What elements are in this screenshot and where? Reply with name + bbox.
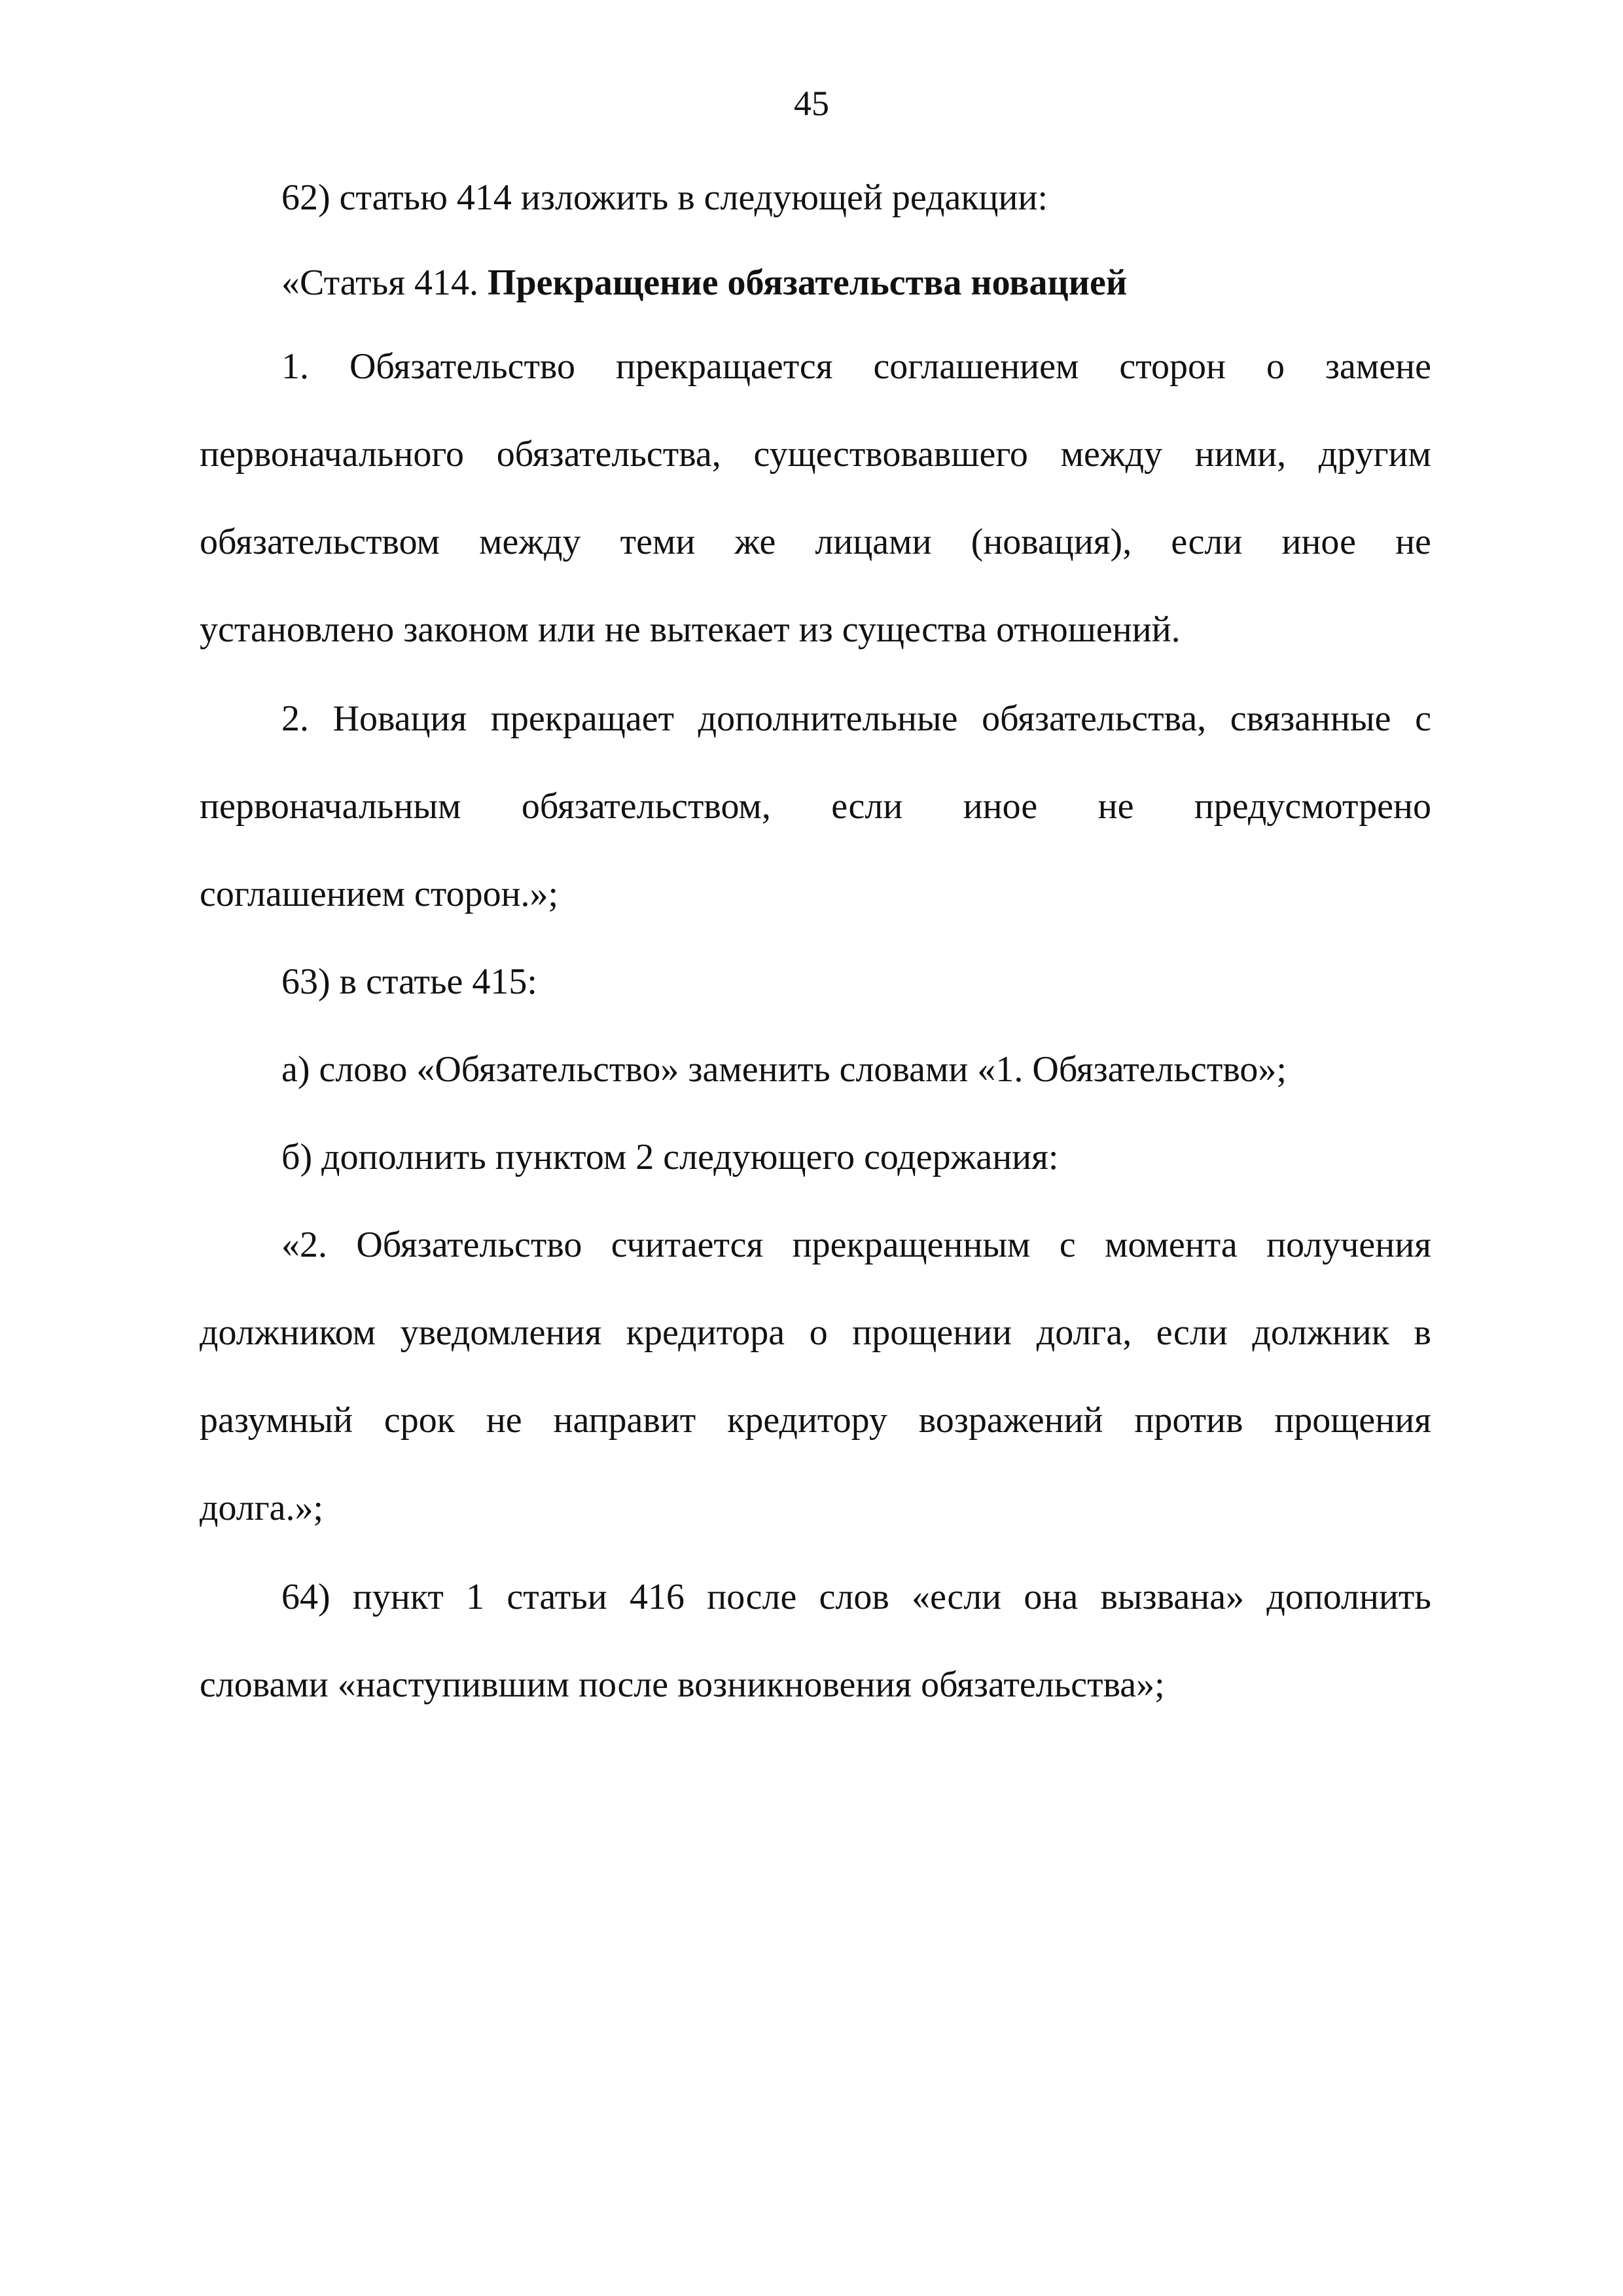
word: иное bbox=[963, 786, 1038, 827]
word: прощения bbox=[1274, 1400, 1431, 1441]
word: 64) bbox=[281, 1577, 330, 1617]
word: ними, bbox=[1194, 434, 1287, 475]
para-1-line-2 bbox=[200, 428, 1431, 480]
word: соглашением bbox=[873, 346, 1079, 387]
word: 416 bbox=[630, 1577, 685, 1617]
word: кредитора bbox=[626, 1312, 785, 1353]
word: должником bbox=[200, 1312, 376, 1353]
word: (новация), bbox=[971, 522, 1132, 562]
article-414-heading bbox=[281, 257, 1127, 309]
word: между bbox=[479, 522, 581, 562]
word: не bbox=[1097, 786, 1134, 827]
word: Обязательство bbox=[356, 1225, 582, 1265]
para-1-line-1 bbox=[281, 340, 1431, 393]
word: с bbox=[1415, 698, 1431, 739]
word: прекращенным bbox=[792, 1225, 1031, 1265]
word: уведомления bbox=[400, 1312, 602, 1353]
word: сторон bbox=[1119, 346, 1226, 387]
word: «если bbox=[912, 1577, 1002, 1617]
word: пункт bbox=[352, 1577, 444, 1617]
item-64-line-1 bbox=[281, 1571, 1431, 1623]
word: же bbox=[734, 522, 776, 562]
article-414-number: «Статья 414. bbox=[281, 262, 488, 303]
word: если bbox=[831, 786, 903, 827]
word: вызвана» bbox=[1100, 1577, 1245, 1617]
item-64-line-2: словами «наступившим после возникновения обязательства»; bbox=[200, 1664, 1165, 1705]
word: о bbox=[809, 1312, 828, 1353]
word: лицами bbox=[815, 522, 932, 562]
word: замене bbox=[1325, 346, 1431, 387]
word: если bbox=[1156, 1312, 1228, 1353]
word: о bbox=[1266, 346, 1285, 387]
word: слов bbox=[819, 1577, 889, 1617]
word: если bbox=[1171, 522, 1243, 562]
word: другим bbox=[1318, 434, 1431, 475]
word: иное bbox=[1281, 522, 1356, 562]
word: прощении bbox=[852, 1312, 1012, 1353]
para-2-line-3: соглашением сторон.»; bbox=[200, 874, 559, 914]
word: момента bbox=[1105, 1225, 1238, 1265]
word: первоначальным bbox=[200, 786, 461, 827]
word: существовавшего bbox=[753, 434, 1028, 475]
word: после bbox=[707, 1577, 797, 1617]
word: 1. bbox=[281, 346, 309, 387]
word: в bbox=[1414, 1312, 1431, 1353]
word: долга, bbox=[1036, 1312, 1132, 1353]
word: первоначального bbox=[200, 434, 465, 475]
article-414-title: Прекращение обязательства новацией bbox=[487, 262, 1128, 303]
word: обязательством bbox=[200, 522, 440, 562]
word: с bbox=[1059, 1225, 1076, 1265]
word: дополнить bbox=[1266, 1577, 1431, 1617]
word: Обязательство bbox=[349, 346, 575, 387]
para-3-line-4: долга.»; bbox=[200, 1488, 324, 1528]
word: Новация bbox=[332, 698, 467, 739]
para-1-line-3 bbox=[200, 516, 1431, 568]
word: обязательства, bbox=[982, 698, 1207, 739]
word: предусмотрено bbox=[1194, 786, 1431, 827]
item-63-line: 63) в статье 415: bbox=[281, 961, 537, 1002]
para-3-line-2 bbox=[200, 1306, 1431, 1359]
item-62-line: 62) статью 414 изложить в следующей редакции: bbox=[281, 177, 1048, 218]
word: считается bbox=[611, 1225, 764, 1265]
para-3-line-1 bbox=[281, 1219, 1431, 1271]
item-63b-line: б) дополнить пунктом 2 следующего содержания: bbox=[281, 1137, 1059, 1177]
word: не bbox=[486, 1400, 522, 1441]
word: 1 bbox=[466, 1577, 485, 1617]
word: обязательством, bbox=[521, 786, 771, 827]
word: статьи bbox=[507, 1577, 607, 1617]
word: обязательства, bbox=[496, 434, 721, 475]
word: связанные bbox=[1230, 698, 1391, 739]
word: между bbox=[1060, 434, 1163, 475]
word: 2. bbox=[281, 698, 309, 739]
word: против bbox=[1134, 1400, 1243, 1441]
item-63a-line: а) слово «Обязательство» заменить словами «1. Обязательство»; bbox=[281, 1049, 1287, 1090]
word: прекращает bbox=[490, 698, 675, 739]
word: возражений bbox=[918, 1400, 1103, 1441]
word: «2. bbox=[281, 1225, 327, 1265]
para-1-line-4: установлено законом или не вытекает из существа отношений. bbox=[200, 609, 1181, 650]
word: должник bbox=[1252, 1312, 1389, 1353]
para-2-line-2 bbox=[200, 780, 1431, 833]
word: прекращается bbox=[615, 346, 833, 387]
word: кредитору bbox=[727, 1400, 887, 1441]
page-number: 45 bbox=[794, 84, 829, 123]
word: разумный bbox=[200, 1400, 353, 1441]
word: срок bbox=[383, 1400, 455, 1441]
para-3-line-3 bbox=[200, 1394, 1431, 1446]
word: направит bbox=[553, 1400, 696, 1441]
word: дополнительные bbox=[698, 698, 958, 739]
word: она bbox=[1024, 1577, 1079, 1617]
word: не bbox=[1395, 522, 1431, 562]
para-2-line-1 bbox=[281, 692, 1431, 745]
word: теми bbox=[620, 522, 696, 562]
word: получения bbox=[1266, 1225, 1431, 1265]
